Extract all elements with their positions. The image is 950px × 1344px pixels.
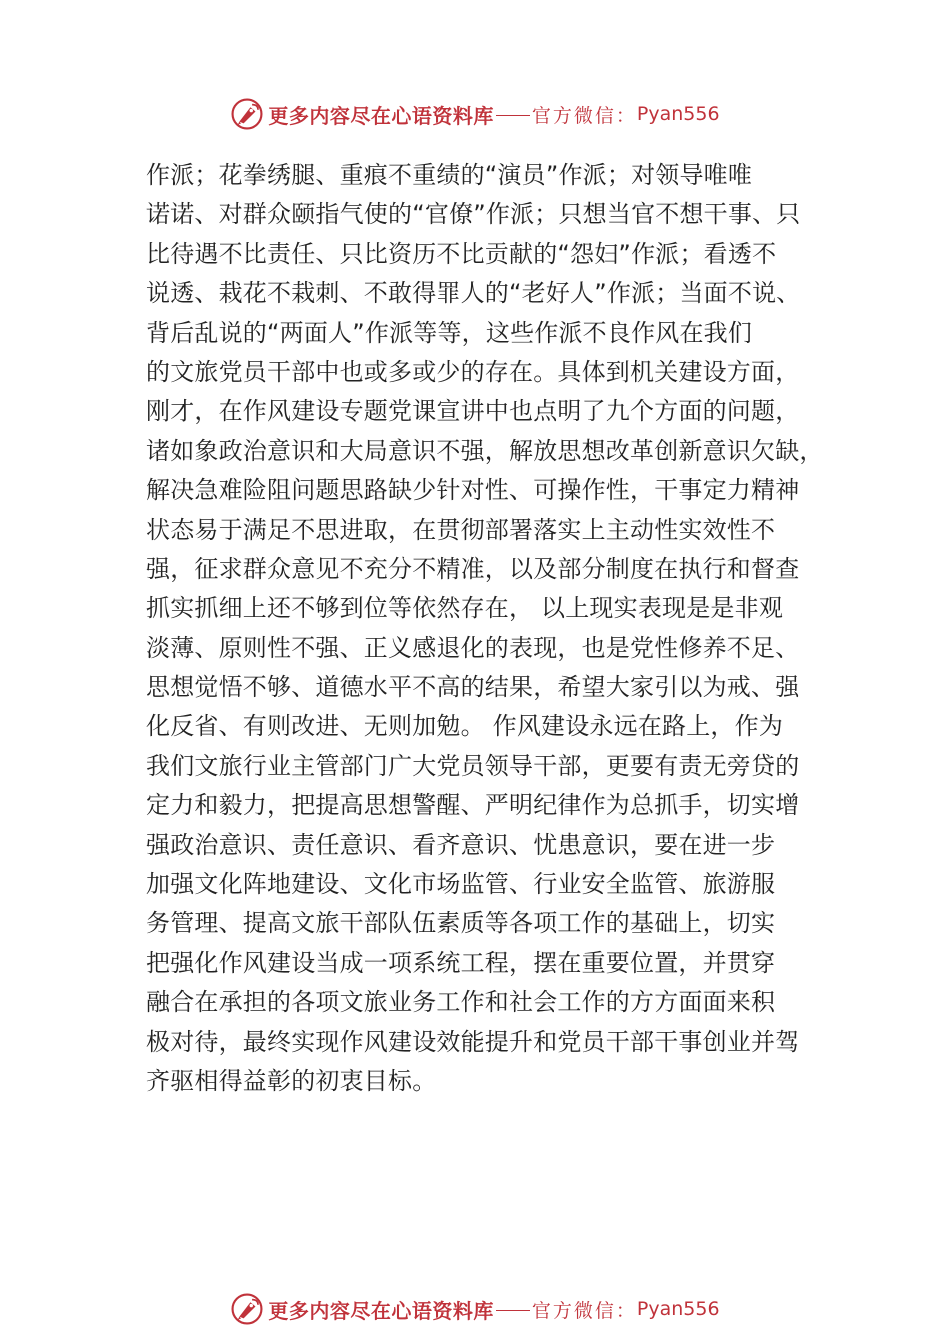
body-line: 作派；花拳绣腿、重痕不重绩的“演员”作派；对领导唯唯 — [146, 161, 753, 189]
body-line: 说透、栽花不栽刺、不敢得罪人的“老好人”作派；当面不说、 — [146, 279, 801, 308]
pen-nib-logo-icon — [230, 1292, 264, 1326]
body-line: 务管理、提高文旅干部队伍素质等各项工作的基础上，切实 — [146, 909, 776, 938]
body-line: 把强化作风建设当成一项系统工程，摆在重要位置，并贯穿 — [146, 948, 776, 977]
body-line: 的文旅党员干部中也或多或少的存在。具体到机关建设方面， — [146, 357, 800, 386]
body-line: 化反省、有则改进、无则加勉。 作风建设永远在路上，作为 — [146, 712, 784, 741]
body-line: 状态易于满足不思进取，在贯彻部署落实上主动性实效性不 — [146, 515, 776, 544]
footer-official-label: 官方微信： — [531, 1299, 637, 1322]
body-line: 强政治意识、责任意识、看齐意识、忧患意识，要在进一步 — [146, 830, 776, 859]
body-line: 抓实抓细上还不够到位等依然存在， 以上现实表现是是非观 — [146, 594, 784, 623]
header-dash — [496, 115, 530, 116]
body-line: 加强文化阵地建设、文化市场监管、行业安全监管、旅游服 — [146, 870, 776, 899]
header-brand-text: 更多内容尽在心语资料库 — [268, 103, 494, 128]
header-wechat-id: Pyan556 — [636, 103, 720, 125]
header-official-label: 官方微信： — [531, 104, 637, 127]
body-line: 诸如象政治意识和大局意识不强，解放思想改革创新意识欠缺， — [146, 436, 824, 465]
footer-dash — [496, 1310, 530, 1311]
pen-nib-logo-icon — [230, 97, 264, 131]
footer-banner — [0, 1289, 950, 1329]
body-line: 诺诺、对群众颐指气使的“官僚”作派；只想当官不想干事、只 — [146, 200, 801, 229]
footer-brand-text: 更多内容尽在心语资料库 — [268, 1298, 494, 1323]
document-body — [146, 156, 846, 1101]
body-line: 齐驱相得益彰的初衷目标。 — [146, 1066, 437, 1095]
body-line: 比待遇不比责任、只比资历不比贡献的“怨妇”作派；看透不 — [146, 239, 777, 268]
header-banner — [0, 94, 950, 134]
body-line: 解决急难险阻问题思路缺少针对性、可操作性，干事定力精神 — [146, 476, 800, 505]
body-line: 淡薄、原则性不强、正义感退化的表现，也是党性修养不足、 — [146, 633, 800, 662]
footer-wechat-id: Pyan556 — [636, 1298, 720, 1320]
body-line: 刚才，在作风建设专题党课宣讲中也点明了九个方面的问题， — [146, 397, 800, 426]
body-line: 背后乱说的“两面人”作派等等，这些作派不良作风在我们 — [146, 318, 753, 347]
body-line: 定力和毅力，把提高思想警醒、严明纪律作为总抓手，切实增 — [146, 791, 800, 820]
body-line: 思想觉悟不够、道德水平不高的结果，希望大家引以为戒、强 — [146, 673, 800, 702]
body-line: 融合在承担的各项文旅业务工作和社会工作的方方面面来积 — [146, 988, 776, 1017]
body-line: 极对待，最终实现作风建设效能提升和党员干部干事创业并驾 — [146, 1027, 800, 1056]
body-line: 我们文旅行业主管部门广大党员领导干部，更要有责无旁贷的 — [146, 751, 800, 780]
body-line: 强，征求群众意见不充分不精准，以及部分制度在执行和督查 — [146, 554, 800, 583]
